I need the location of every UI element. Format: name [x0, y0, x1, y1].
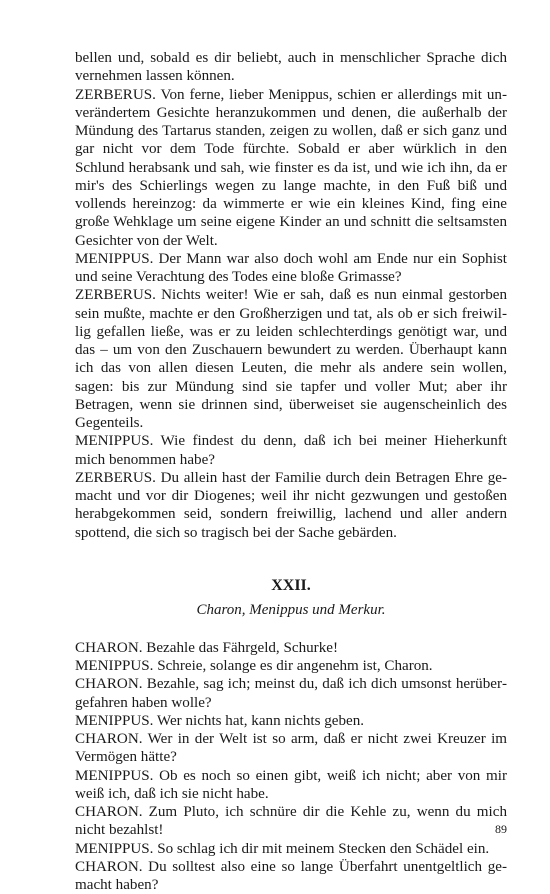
dialogue-paragraph: MENIPPUS. Schreie, solange es dir angenehm ist, Charon. [75, 658, 433, 674]
dialogue-paragraph: ZERBERUS. Du allein hast der Familie durch dein Betragen Ehre gemacht und vor dir Diogenes; weil ihr nicht gezwungen und gestoßen herabgekommen seid, sondern freiwillig, lachend und aller andern spottend, die sich so tragisch bei der Sache gebärden. [75, 469, 507, 541]
dialogue-paragraph: MENIPPUS. So schlag ich dir mit meinem Stecken den Schädel ein. [75, 840, 490, 857]
dialogue-paragraph: CHARON. Wer in der Welt ist so arm, daß er nicht zwei Kreuzer im Vermögen hätte? [75, 731, 507, 766]
dialogue-paragraph: CHARON. Du solltest also eine so lange Überfahrt unentgeltlich gemacht haben? [75, 858, 507, 893]
chapter-subtitle: Charon, Menippus und Merkur. [196, 601, 386, 618]
dialogue-paragraph: bellen und, sobald es dir beliebt, auch in menschlicher Sprache dich vernehmen lassen können. [75, 50, 507, 85]
dialogue-block-after [75, 639, 507, 894]
dialogue-paragraph: MENIPPUS. Der Mann war also doch wohl am Ende nur ein Sophist und seine Verachtung des Todes eine bloße Grimasse? [75, 250, 507, 285]
dialogue-paragraph: ZERBERUS. Von ferne, lieber Menippus, schien er allerdings mit unverändertem Gesichte heranzukommen und denen, die außerhalb der Mündung des Tartarus standen, zeigen zu wollen, daß er sich ganz und gar nicht vor dem Tode fürchte. Sobald er aber würklich in den Schlund herabsank und sah, wie finster es da ist, und wie ich ihn, da er mir's des Schierlings wegen zu lange machte, in den Fuß biß und vollends hereinzog: da wimmerte er wie ein kleines Kind, fing eine große Wehklage um seine eigene Kinder an und schnitt die seltsamsten Gesichter von der Welt. [75, 86, 507, 249]
dialogue-paragraph: CHARON. Zum Pluto, ich schnüre dir die Kehle zu, wenn du mich nicht bezahlst! [75, 804, 507, 839]
dialogue-paragraph: ZERBERUS. Nichts weiter! Wie er sah, daß es nun einmal gestorben sein mußte, machte er den Großherzigen und tat, als ob er sich freiwillig gefallen ließe, was er zu leiden schlechterdings genötigt war, und das – um von den Zuschauern bewundert zu werden. Überhaupt kann ich das von allen diesen Leuten, die mehr als andere sein wollen, sagen: bis zur Mündung sind sie tapfer und voller Mut; aber ihr Betragen, wenn sie drinnen sind, überweiset sie augenscheinlich des Gegenteils. [75, 287, 507, 431]
page-number: 89 [495, 822, 507, 836]
dialogue-paragraph: MENIPPUS. Wer nichts hat, kann nichts geben. [75, 712, 365, 729]
dialogue-paragraph: CHARON. Bezahle, sag ich; meinst du, daß ich dich umsonst herübergefahren haben wolle? [75, 676, 507, 711]
chapter-number-heading: XXII. [271, 576, 311, 594]
dialogue-block-before [75, 49, 507, 542]
dialogue-paragraph: CHARON. Bezahle das Fährgeld, Schurke! [75, 639, 338, 656]
dialogue-paragraph: MENIPPUS. Wie findest du denn, daß ich bei meiner Hieherkunft mich benommen habe? [75, 433, 507, 468]
book-page [75, 49, 507, 894]
dialogue-paragraph: MENIPPUS. Ob es noch so einen gibt, weiß ich nicht; aber von mir weiß ich, daß ich sie nicht habe. [75, 767, 507, 802]
